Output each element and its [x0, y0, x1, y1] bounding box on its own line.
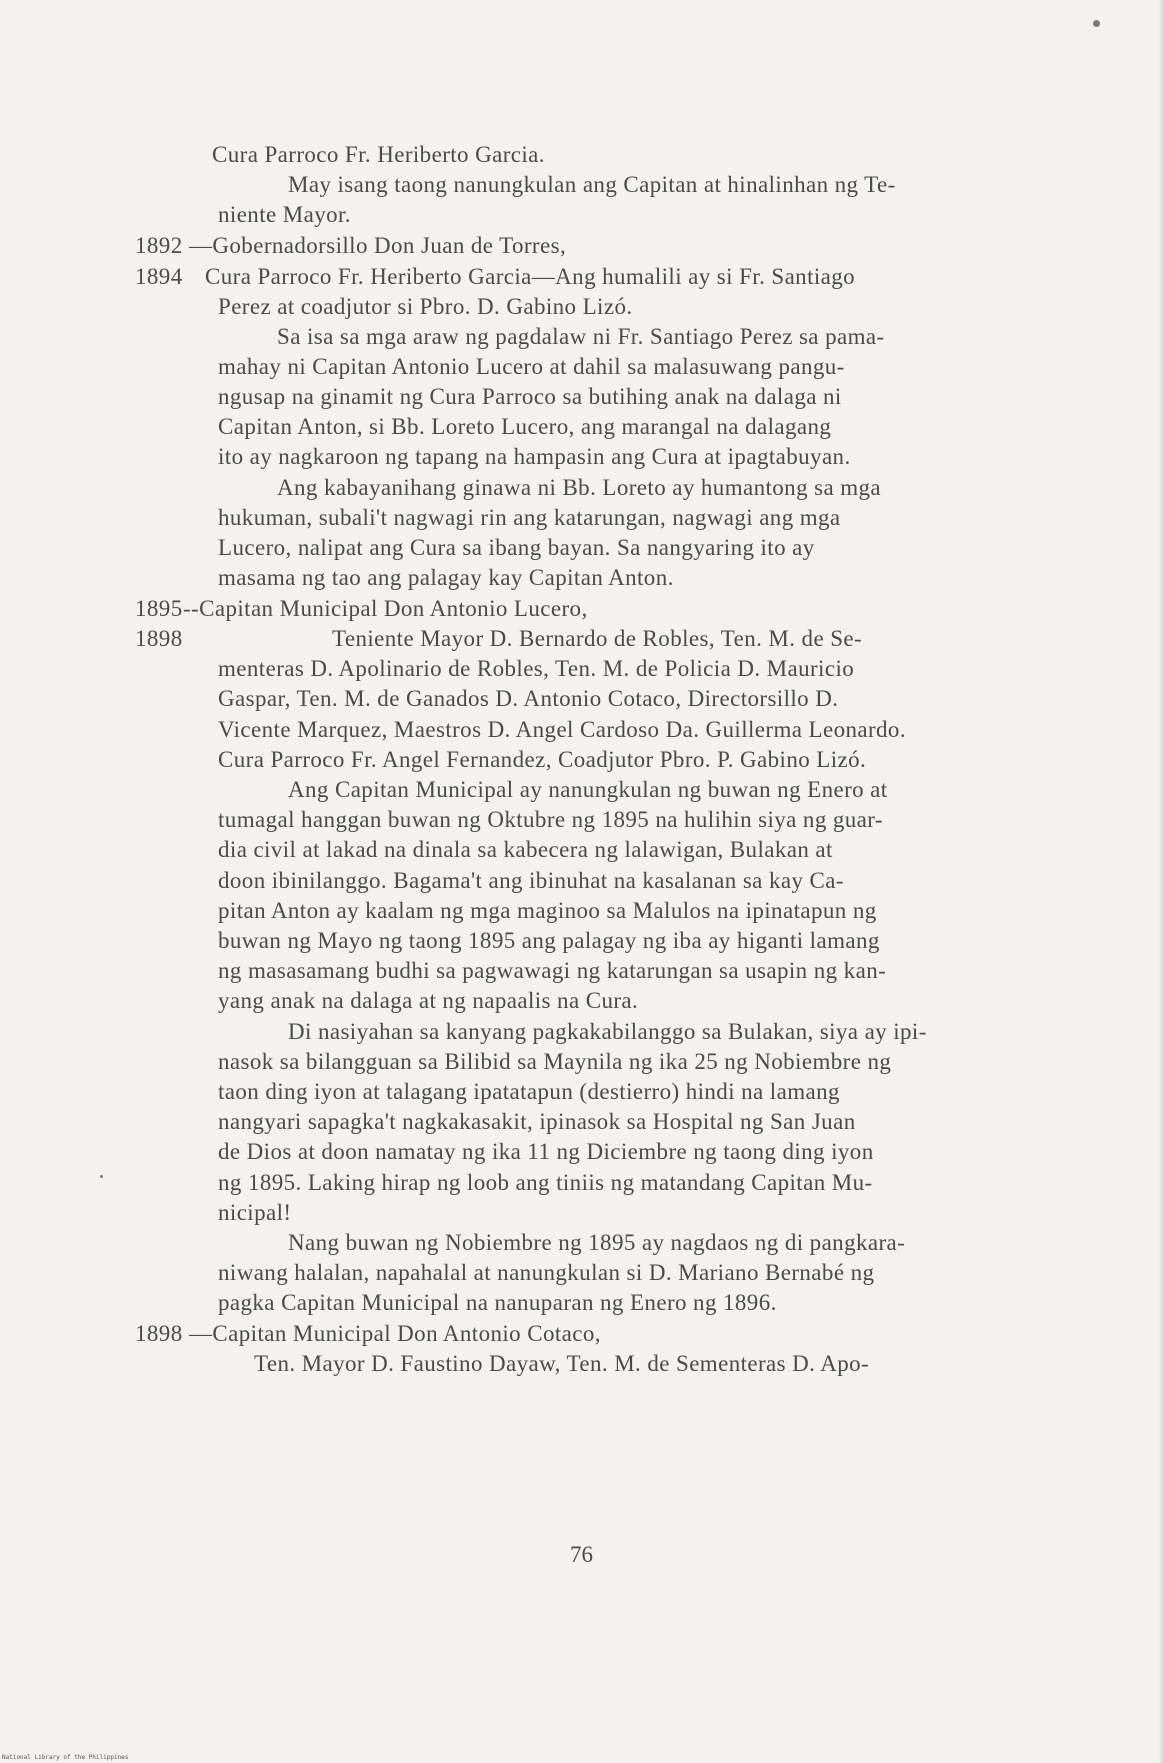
- text-line: ng 1895. Laking hirap ng loob ang tiniis ng matandang Capitan Mu-: [218, 1170, 873, 1195]
- text-line: de Dios at doon namatay ng ika 11 ng Diciembre ng taong ding iyon: [218, 1139, 874, 1164]
- year-label: 1894: [135, 264, 183, 289]
- text-line: ito ay nagkaroon ng tapang na hampasin ang Cura at ipagtabuyan.: [218, 444, 851, 469]
- text-line: doon ibinilanggo. Bagama't ang ibinuhat na kasalanan sa kay Ca-: [218, 868, 844, 893]
- text-line: Sa isa sa mga araw ng pagdalaw ni Fr. Santiago Perez sa pama-: [277, 324, 885, 349]
- text-line: pitan Anton ay kaalam ng mga maginoo sa Malulos na ipinatapun ng: [218, 898, 877, 923]
- year-label: 1895: [135, 596, 183, 621]
- page-number: 76: [570, 1542, 593, 1567]
- text-line: niwang halalan, napahalal at nanungkulan si D. Mariano Bernabé ng: [218, 1260, 875, 1285]
- text-line: --Capitan Municipal Don Antonio Lucero,: [183, 596, 588, 621]
- text-line: pagka Capitan Municipal na nanuparan ng Enero ng 1896.: [218, 1290, 777, 1315]
- text-line: May isang taong nanungkulan ang Capitan at hinalinhan ng Te-: [288, 172, 896, 197]
- text-line: taon ding iyon at talagang ipatatapun (destierro) hindi na lamang: [218, 1079, 840, 1104]
- text-line: ngusap na ginamit ng Cura Parroco sa butihing anak na dalaga ni: [218, 384, 842, 409]
- text-line: Cura Parroco Fr. Heriberto Garcia—Ang humalili ay si Fr. Santiago: [205, 264, 856, 289]
- text-line: Ang Capitan Municipal ay nanungkulan ng buwan ng Enero at: [288, 777, 888, 802]
- ink-speck: [1093, 20, 1100, 27]
- text-line: Di nasiyahan sa kanyang pagkakabilanggo sa Bulakan, siya ay ipi-: [288, 1019, 927, 1044]
- text-line: Cura Parroco Fr. Heriberto Garcia.: [212, 142, 545, 167]
- text-line: Cura Parroco Fr. Angel Fernandez, Coadjutor Pbro. P. Gabino Lizó.: [218, 747, 867, 772]
- text-line: Ten. Mayor D. Faustino Dayaw, Ten. M. de Sementeras D. Apo-: [254, 1351, 870, 1376]
- text-line: Vicente Marquez, Maestros D. Angel Cardoso Da. Guillerma Leonardo.: [218, 717, 906, 742]
- text-line: menteras D. Apolinario de Robles, Ten. M. de Policia D. Mauricio: [218, 656, 855, 681]
- year-label: 1898: [135, 626, 183, 651]
- text-line: mahay ni Capitan Antonio Lucero at dahil sa malasuwang pangu-: [218, 354, 845, 379]
- page-edge-shadow: [1159, 0, 1163, 1763]
- text-line: buwan ng Mayo ng taong 1895 ang palagay ng iba ay higanti lamang: [218, 928, 880, 953]
- text-line: Gaspar, Ten. M. de Ganados D. Antonio Cotaco, Directorsillo D.: [218, 686, 839, 711]
- text-line: niente Mayor.: [218, 202, 351, 227]
- text-line: —Capitan Municipal Don Antonio Cotaco,: [189, 1321, 601, 1346]
- text-line: masama ng tao ang palagay kay Capitan Anton.: [218, 565, 674, 590]
- text-line: ng masasamang budhi sa pagwawagi ng katarungan sa usapin ng kan-: [218, 958, 887, 983]
- text-line: nasok sa bilangguan sa Bilibid sa Maynila ng ika 25 ng Nobiembre ng: [218, 1049, 892, 1074]
- year-label: 1898: [135, 1321, 183, 1346]
- text-line: Nang buwan ng Nobiembre ng 1895 ay nagdaos ng di pangkara-: [288, 1230, 906, 1255]
- text-line: Perez at coadjutor si Pbro. D. Gabino Lizó.: [218, 294, 633, 319]
- year-label: 1892: [135, 233, 183, 258]
- ink-speck: [100, 1175, 103, 1178]
- footer-credit: National Library of the Philippines: [2, 1754, 129, 1761]
- text-line: dia civil at lakad na dinala sa kabecera ng lalawigan, Bulakan at: [218, 837, 833, 862]
- text-line: Capitan Anton, si Bb. Loreto Lucero, ang marangal na dalagang: [218, 414, 832, 439]
- text-line: hukuman, subali't nagwagi rin ang katarungan, nagwagi ang mga: [218, 505, 841, 530]
- text-line: Teniente Mayor D. Bernardo de Robles, Ten. M. de Se-: [332, 626, 863, 651]
- text-line: Lucero, nalipat ang Cura sa ibang bayan. Sa nangyaring ito ay: [218, 535, 815, 560]
- text-line: Ang kabayanihang ginawa ni Bb. Loreto ay humantong sa mga: [277, 475, 882, 500]
- text-line: tumagal hanggan buwan ng Oktubre ng 1895 na hulihin siya ng guar-: [218, 807, 883, 832]
- text-line: nangyari sapagka't nagkakasakit, ipinasok sa Hospital ng San Juan: [218, 1109, 856, 1134]
- text-line: nicipal!: [218, 1200, 292, 1225]
- text-line: —Gobernadorsillo Don Juan de Torres,: [189, 233, 567, 258]
- text-line: yang anak na dalaga at ng napaalis na Cura.: [218, 988, 639, 1013]
